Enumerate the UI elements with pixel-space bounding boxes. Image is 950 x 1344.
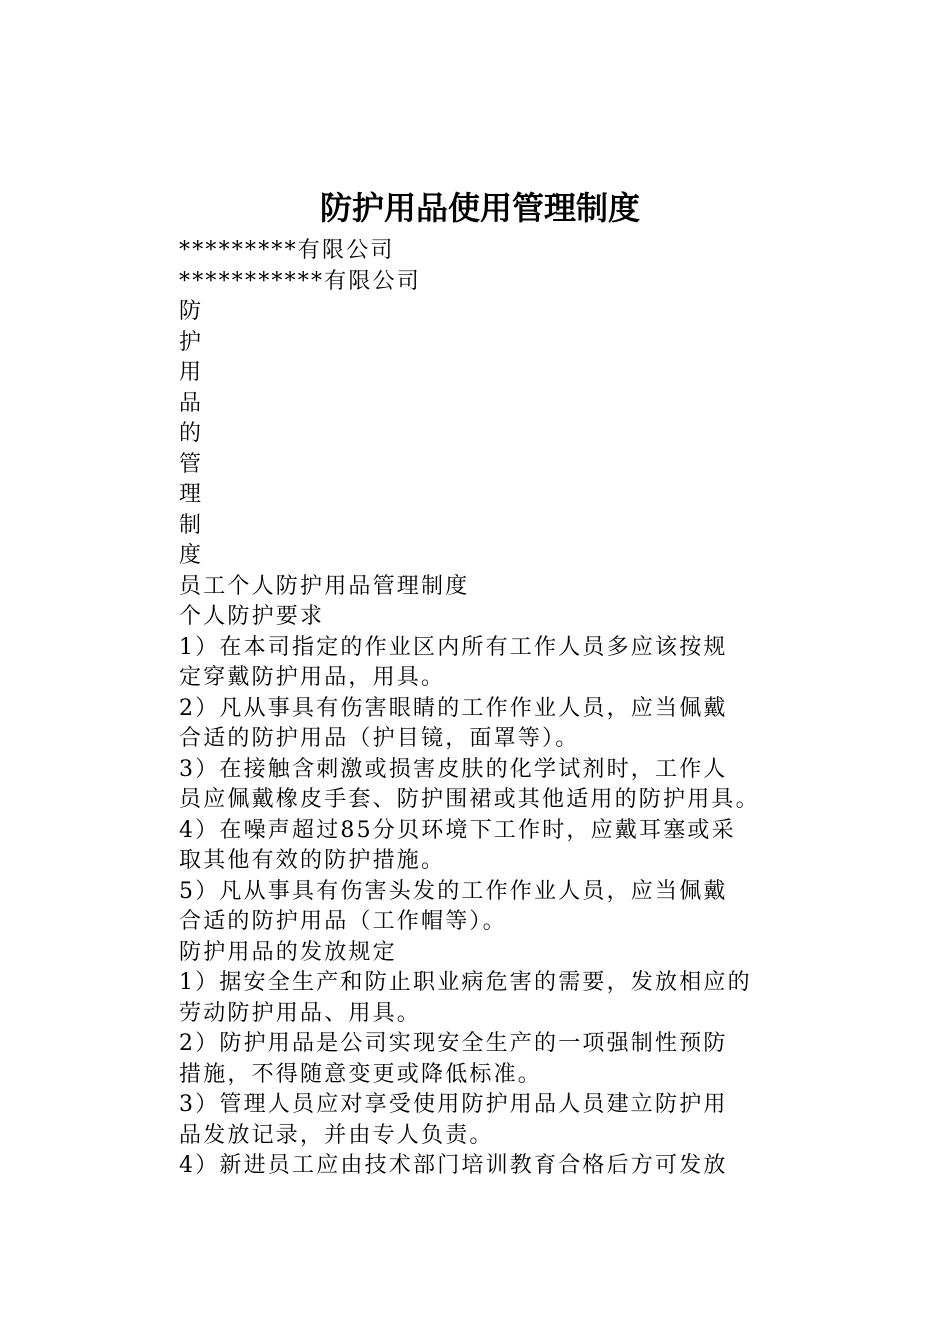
paragraph-line: 3）管理人员应对享受使用防护用品人员建立防护用	[179, 1092, 728, 1117]
paragraph-line: 1）在本司指定的作业区内所有工作人员多应该按规	[179, 634, 728, 660]
vertical-char: 的	[179, 421, 204, 446]
paragraph-line: 4）在噪声超过85分贝环境下工作时，应戴耳塞或采	[179, 817, 736, 843]
paragraph-line: 合适的防护用品（护目镜，面罩等）。	[179, 726, 580, 751]
company-line-1: *********有限公司	[179, 238, 395, 263]
document-title: 防护用品使用管理制度	[319, 189, 640, 227]
paragraph-line: 5）凡从事具有伤害头发的工作作业人员，应当佩戴	[179, 878, 728, 904]
company-line-2: ***********有限公司	[179, 268, 422, 294]
vertical-char: 度	[179, 543, 204, 568]
paragraph-line: 2）防护用品是公司实现安全生产的一项强制性预防	[179, 1031, 728, 1056]
paragraph-line: 劳动防护用品、用具。	[179, 1000, 422, 1026]
document-body	[179, 236, 799, 1182]
vertical-char: 防	[179, 299, 204, 324]
subsection-heading: 个人防护要求	[179, 604, 325, 629]
paragraph-line: 2）凡从事具有伤害眼睛的工作作业人员，应当佩戴	[179, 695, 728, 721]
vertical-char: 制	[179, 512, 204, 538]
paragraph-line: 取其他有效的防护措施。	[179, 848, 446, 873]
subsection-heading: 防护用品的发放规定	[179, 939, 397, 965]
section-heading: 员工个人防护用品管理制度	[179, 573, 470, 599]
paragraph-line: 员应佩戴橡皮手套、防护围裙或其他适用的防护用具。	[179, 787, 760, 812]
vertical-char: 护	[179, 329, 204, 355]
vertical-heading	[179, 297, 799, 572]
vertical-char: 用	[179, 360, 204, 385]
paragraph-line: 3）在接触含刺激或损害皮肤的化学试剂时，工作人	[179, 756, 728, 782]
paragraph-line: 措施，不得随意变更或降低标准。	[179, 1061, 543, 1087]
paragraph-line: 1）据安全生产和防止职业病危害的需要，发放相应的	[179, 970, 752, 995]
paragraph-line: 品发放记录，并由专人负责。	[179, 1122, 494, 1148]
paragraph-line: 定穿戴防护用品，用具。	[179, 665, 446, 690]
vertical-char: 品	[179, 390, 204, 416]
paragraph-line: 合适的防护用品（工作帽等）。	[179, 909, 507, 934]
paragraph-line: 4）新进员工应由技术部门培训教育合格后方可发放	[179, 1153, 728, 1178]
vertical-char: 管	[179, 451, 204, 477]
vertical-char: 理	[179, 482, 204, 507]
